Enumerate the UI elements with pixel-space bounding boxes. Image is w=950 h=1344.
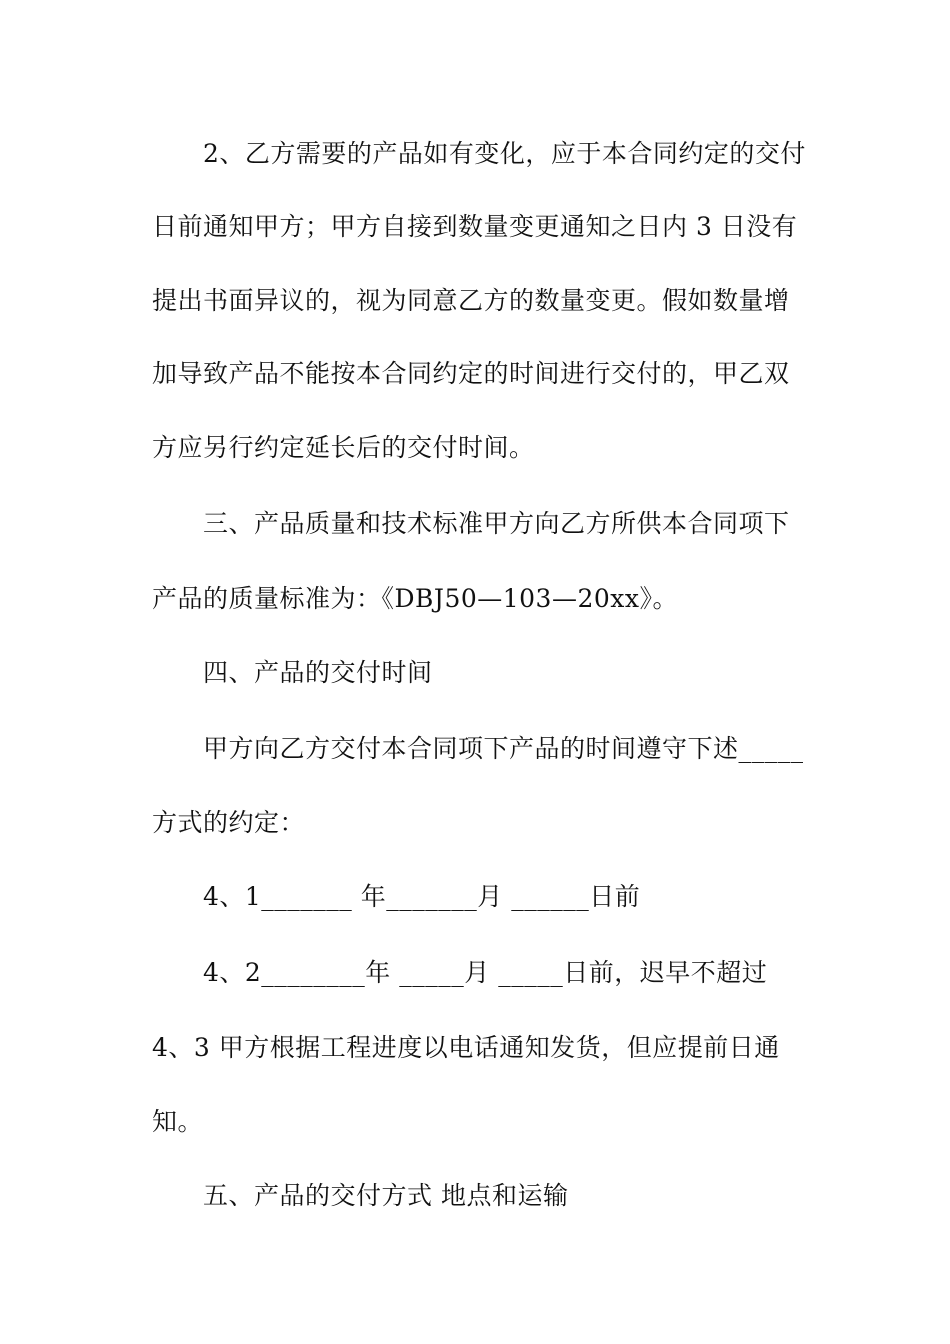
section-heading: 四、产品的交付时间	[203, 658, 433, 687]
paragraph-line: 日前通知甲方；甲方自接到数量变更通知之日内 3 日没有	[152, 212, 798, 241]
paragraph-line: 知。	[152, 1107, 204, 1136]
clause-4-2: 4、2________年 _____月 _____日前，迟早不超过	[203, 958, 768, 987]
paragraph-line: 2、乙方需要的产品如有变化，应于本合同约定的交付	[203, 139, 806, 168]
paragraph-line: 方式的约定：	[152, 808, 306, 837]
clause-4-1: 4、1_______ 年_______月 ______日前	[203, 882, 641, 911]
paragraph-line: 产品的质量标准为：《DBJ50—103—20xx》。	[152, 584, 678, 613]
paragraph-line: 提出书面异议的，视为同意乙方的数量变更。假如数量增	[152, 286, 790, 315]
paragraph-line: 加导致产品不能按本合同约定的时间进行交付的，甲乙双	[152, 359, 790, 388]
section-heading: 五、产品的交付方式 地点和运输	[203, 1181, 569, 1210]
paragraph-line: 方应另行约定延长后的交付时间。	[152, 433, 535, 462]
section-heading-line: 三、产品质量和技术标准甲方向乙方所供本合同项下	[203, 509, 790, 538]
paragraph-line: 甲方向乙方交付本合同项下产品的时间遵守下述_____	[203, 734, 804, 763]
clause-4-3: 4、3 甲方根据工程进度以电话通知发货，但应提前日通	[152, 1033, 780, 1062]
